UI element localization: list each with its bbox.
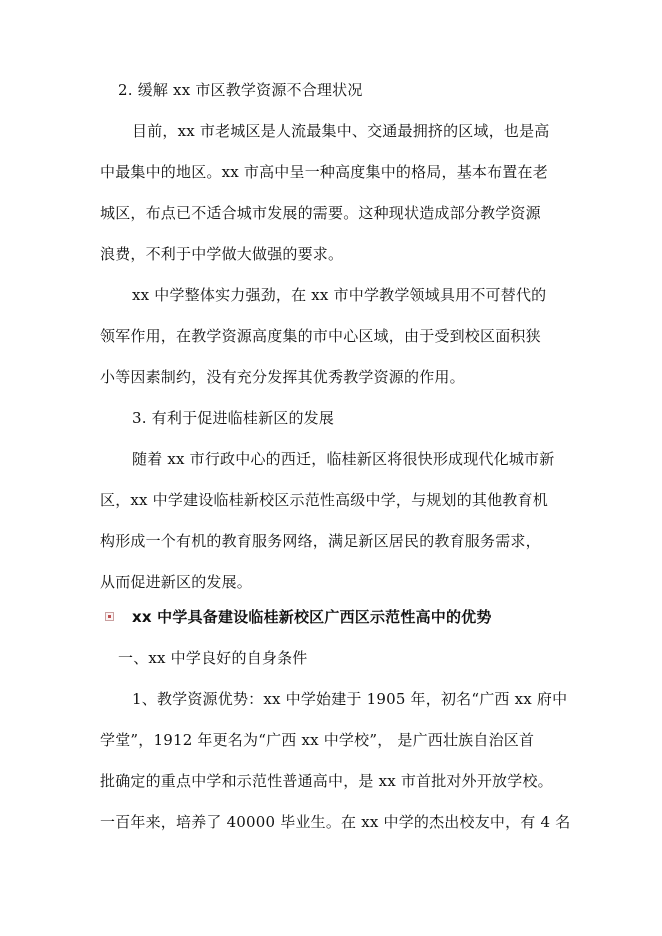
paragraph-line: 构形成一个有机的教育服务网络，满足新区居民的教育服务需求， bbox=[100, 532, 541, 550]
heading-3-new-district: 3. 有利于促进临桂新区的发展 bbox=[132, 409, 335, 427]
subheading-own-conditions: 一、xx 中学良好的自身条件 bbox=[118, 649, 308, 667]
paragraph-line: 城区，布点已不适合城市发展的需要。这种现状造成部分教学资源 bbox=[100, 204, 541, 222]
heading-2-ease-resources: 2. 缓解 xx 市区教学资源不合理状况 bbox=[118, 81, 363, 99]
paragraph-line: 浪费，不利于中学做大做强的要求。 bbox=[100, 245, 344, 263]
paragraph-line: 目前，xx 市老城区是人流最集中、交通最拥挤的区域，也是高 bbox=[132, 122, 550, 140]
paragraph-line: 学堂”，1912 年更名为“广西 xx 中学校”， 是广西壮族自治区首 bbox=[100, 731, 535, 749]
broken-image-icon bbox=[105, 612, 114, 621]
paragraph-line: 小等因素制约，没有充分发挥其优秀教学资源的作用。 bbox=[100, 368, 465, 386]
paragraph-line: 从而促进新区的发展。 bbox=[100, 573, 253, 591]
paragraph-line: 领军作用，在教学资源高度集的市中心区域，由于受到校区面积狭 bbox=[100, 327, 541, 345]
paragraph-line: 区，xx 中学建设临桂新校区示范性高级中学，与规划的其他教育机 bbox=[100, 491, 548, 509]
section-heading-advantages: xx 中学具备建设临桂新校区广西区示范性高中的优势 bbox=[132, 608, 492, 626]
paragraph-line: 1、教学资源优势：xx 中学始建于 1905 年，初名“广西 xx 府中 bbox=[132, 690, 568, 708]
paragraph-line: 一百年来，培养了 40000 毕业生。在 xx 中学的杰出校友中，有 4 名 bbox=[100, 813, 571, 831]
paragraph-line: 批确定的重点中学和示范性普通高中，是 xx 市首批对外开放学校。 bbox=[100, 772, 553, 790]
paragraph-line: xx 中学整体实力强劲，在 xx 市中学教学领域具用不可替代的 bbox=[132, 286, 547, 304]
paragraph-line: 随着 xx 市行政中心的西迁，临桂新区将很快形成现代化城市新 bbox=[132, 450, 555, 468]
paragraph-line: 中最集中的地区。xx 市高中呈一种高度集中的格局，基本布置在老 bbox=[100, 163, 548, 181]
